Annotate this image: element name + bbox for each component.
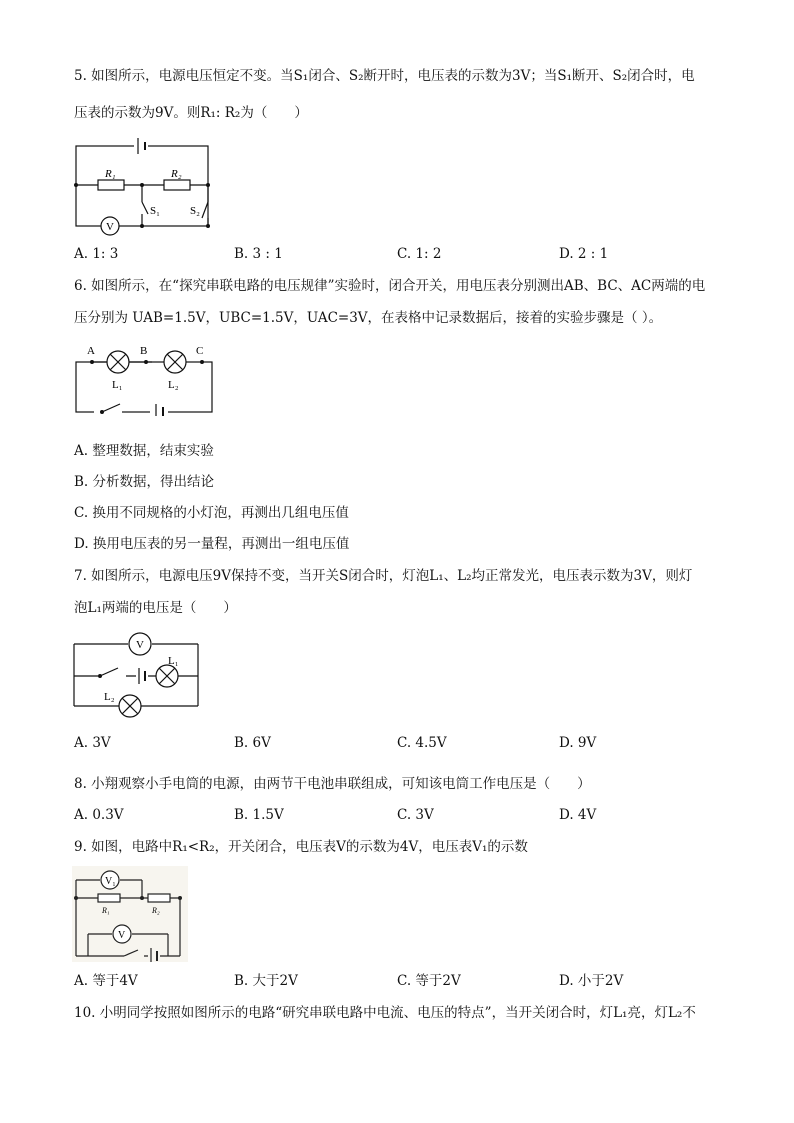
- q9-option-b[interactable]: B. 大于2V: [234, 973, 298, 989]
- q5-voltmeter-label: V: [106, 221, 114, 233]
- q5-line-2: 压表的示数为9V。则R₁: R₂为（ ）: [74, 105, 308, 121]
- q6-line-1: 6. 如图所示，在“探究串联电路的电压规律”实验时，闭合开关，用电压表分别测出AB、BC、AC两端的电: [74, 278, 706, 294]
- q6-option-d[interactable]: D. 换用电压表的另一量程，再测出一组电压值: [74, 536, 350, 552]
- q5-s2-label: S₂: [190, 205, 200, 217]
- q5-circuit-figure: [72, 134, 222, 238]
- q5-r1-label: R₁: [105, 168, 116, 180]
- q7-line-2: 泡L₁两端的电压是（ ）: [74, 600, 237, 616]
- q5-option-c[interactable]: C. 1: 2: [397, 246, 442, 262]
- q6-l1-label: L₁: [112, 379, 123, 391]
- q6-point-c: C: [196, 345, 204, 357]
- q7-l1-label: L₁: [168, 655, 179, 667]
- q6-option-a[interactable]: A. 整理数据，结束实验: [74, 443, 214, 459]
- q5-option-d[interactable]: D. 2 : 1: [559, 246, 609, 262]
- q7-circuit-figure: [72, 628, 202, 722]
- q10-line-1: 10. 小明同学按照如图所示的电路“研究串联电路中电流、电压的特点”，当开关闭合时，灯L₁亮，灯L₂不: [74, 1005, 696, 1021]
- q8-option-c[interactable]: C. 3V: [397, 807, 434, 823]
- q9-option-d[interactable]: D. 小于2V: [559, 973, 624, 989]
- q8-option-d[interactable]: D. 4V: [559, 807, 597, 823]
- q6-circuit-figure: [72, 340, 222, 416]
- q8-line-1: 8. 小翔观察小手电筒的电源，由两节干电池串联组成，可知该电筒工作电压是（ ）: [74, 776, 591, 792]
- q5-r2-label: R₂: [171, 168, 182, 180]
- q7-option-b[interactable]: B. 6V: [234, 735, 271, 751]
- q9-option-a[interactable]: A. 等于4V: [74, 973, 138, 989]
- q5-line-1: 5. 如图所示，电源电压恒定不变。当S₁闭合、S₂断开时，电压表的示数为3V；当S₁断开、S₂闭合时，电: [74, 68, 695, 84]
- q5-option-a[interactable]: A. 1: 3: [74, 246, 119, 262]
- q6-point-b: B: [140, 345, 148, 357]
- q7-l2-label: L₂: [104, 691, 115, 703]
- q6-option-c[interactable]: C. 换用不同规格的小灯泡，再测出几组电压值: [74, 505, 349, 521]
- q6-l2-label: L₂: [168, 379, 179, 391]
- q7-option-a[interactable]: A. 3V: [74, 735, 111, 751]
- q8-option-a[interactable]: A. 0.3V: [74, 807, 124, 823]
- q9-v1-label: V₁: [105, 876, 116, 887]
- q8-option-b[interactable]: B. 1.5V: [234, 807, 284, 823]
- q9-circuit-figure: [72, 866, 188, 962]
- q7-line-1: 7. 如图所示，电源电压9V保持不变，当开关S闭合时，灯泡L₁、L₂均正常发光，电压表示数为3V，则灯: [74, 568, 693, 584]
- q7-option-d[interactable]: D. 9V: [559, 735, 597, 751]
- q9-line-1: 9. 如图，电路中R₁<R₂，开关闭合，电压表V的示数为4V，电压表V₁的示数: [74, 839, 528, 855]
- q9-r1-label: R₁: [102, 906, 110, 915]
- q6-line-2: 压分别为 UAB=1.5V，UBC=1.5V，UAC=3V，在表格中记录数据后，接着的实验步骤是（ ）。: [74, 310, 663, 326]
- q9-r2-label: R₂: [152, 906, 160, 915]
- q7-voltmeter-label: V: [136, 639, 144, 651]
- q9-v-label: V: [118, 930, 126, 941]
- q6-option-b[interactable]: B. 分析数据，得出结论: [74, 474, 215, 490]
- q5-s1-label: S₁: [150, 205, 160, 217]
- q9-option-c[interactable]: C. 等于2V: [397, 973, 461, 989]
- q5-option-b[interactable]: B. 3 : 1: [234, 246, 283, 262]
- q7-option-c[interactable]: C. 4.5V: [397, 735, 447, 751]
- q6-point-a: A: [87, 345, 95, 357]
